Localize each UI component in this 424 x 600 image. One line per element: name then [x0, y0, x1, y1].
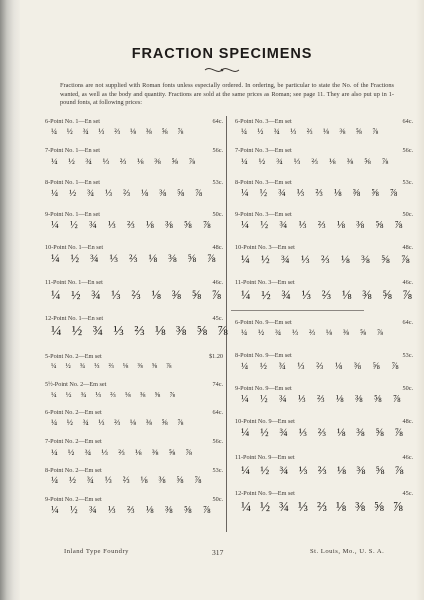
specimen-price: 53c.	[402, 179, 413, 186]
specimen-entry	[45, 118, 223, 147]
specimen-entry	[235, 490, 413, 522]
fraction-sample: ¼ ½ ¾ ⅓ ⅔ ⅛ ⅜ ⅝ ⅞	[241, 328, 388, 337]
specimen-entry	[235, 454, 413, 490]
page-fold-shadow	[416, 0, 424, 600]
specimen-price: 50c.	[402, 385, 413, 392]
specimen-label: 11-Point No. 1—En set	[45, 279, 103, 286]
specimen-entry	[45, 496, 223, 524]
specimen-entry	[45, 179, 223, 211]
fraction-sample: ¼ ½ ¾ ⅓ ⅔ ⅛ ⅜ ⅝ ⅞	[51, 127, 188, 136]
fraction-sample: ¼ ½ ¾ ⅓ ⅔ ⅛ ⅜ ⅝ ⅞	[51, 447, 196, 457]
specimen-price: 46c.	[402, 454, 413, 461]
specimen-entry	[45, 381, 223, 409]
specimen-entry	[235, 319, 413, 352]
specimen-entry	[45, 211, 223, 244]
specimen-entry	[235, 211, 413, 244]
specimen-entry	[45, 353, 223, 381]
specimen-price: 64c.	[402, 319, 413, 326]
specimen-label: 10-Point No. 3—Em set	[235, 244, 295, 251]
specimen-price: $1.20	[209, 353, 223, 360]
fraction-sample: ¼ ½ ¾ ⅓ ⅔ ⅛ ⅜ ⅝ ⅞	[241, 188, 402, 199]
specimen-label: 6-Point No. 9—Em set	[235, 319, 292, 326]
specimen-entry	[45, 315, 232, 353]
specimen-price: 64c.	[212, 118, 223, 125]
fraction-sample: ¼ ½ ¾ ⅓ ⅔ ⅛ ⅜ ⅝ ⅞	[241, 394, 405, 405]
specimen-entry	[235, 244, 413, 279]
book-binding	[0, 0, 20, 600]
fraction-sample: ¼ ½ ¾ ⅓ ⅔ ⅛ ⅜ ⅝ ⅞	[51, 505, 215, 516]
fraction-sample: ¼ ½ ¾ ⅓ ⅔ ⅛ ⅜ ⅝ ⅞	[241, 253, 414, 266]
specimen-label: 6-Point No. 1—En set	[45, 118, 100, 125]
specimen-label: 10-Point No. 1—En set	[45, 244, 104, 251]
fraction-sample: ¼ ½ ¾ ⅓ ⅔ ⅛ ⅜ ⅝ ⅞	[241, 288, 416, 302]
intro-paragraph: Fractions are not supplied with Roman fonts unless especially ordered. In ordering, be particular to state the No. of the Fractions wanted, as well as the body and quantity. Fractions are sold at the same prices as Roman; see page 11. They are also put up in 1-pound fonts, at following prices:	[60, 82, 394, 107]
specimen-price: 48c.	[402, 418, 413, 425]
footer-location: St. Louis, Mo., U. S. A.	[310, 548, 385, 555]
fraction-sample: ¼ ½ ¾ ⅓ ⅔ ⅛ ⅜ ⅝ ⅞	[51, 324, 232, 339]
fraction-sample: ¼ ½ ¾ ⅓ ⅔ ⅛ ⅜ ⅝ ⅞	[51, 476, 206, 486]
specimen-entry	[235, 118, 413, 147]
page-title: FRACTION SPECIMENS	[131, 46, 313, 62]
specimen-price: 64c.	[212, 409, 223, 416]
fraction-sample: ¼ ½ ¾ ⅓ ⅔ ⅛ ⅜ ⅝ ⅞	[241, 361, 404, 372]
fraction-sample: ¼ ½ ¾ ⅓ ⅔ ⅛ ⅜ ⅝ ⅞	[51, 362, 176, 370]
fraction-sample: ¼ ½ ¾ ⅓ ⅔ ⅛ ⅜ ⅝ ⅞	[51, 288, 225, 302]
specimen-entry	[235, 352, 413, 385]
specimen-entry	[235, 147, 413, 179]
specimen-label: 10-Point No. 9—Em set	[235, 418, 295, 425]
right-column	[235, 118, 416, 522]
specimen-price: 45c.	[402, 490, 413, 497]
specimen-label: 12-Point No. 9—Em set	[235, 490, 295, 497]
specimen-entry	[45, 467, 223, 496]
catalog-page	[20, 0, 424, 600]
fraction-sample: ¼ ½ ¾ ⅓ ⅔ ⅛ ⅜ ⅝ ⅞	[241, 499, 406, 514]
left-column	[45, 118, 232, 524]
fraction-sample: ¼ ½ ¾ ⅓ ⅔ ⅛ ⅜ ⅝ ⅞	[51, 390, 179, 399]
specimen-entry	[45, 438, 223, 467]
specimen-price: 74c.	[212, 381, 223, 388]
specimen-price: 46c.	[212, 279, 223, 286]
specimen-label: 9-Point No. 9—Em set	[235, 385, 292, 392]
specimen-label: 5-Point No. 2—Em set	[45, 353, 102, 360]
specimen-label: 11-Point No. 3—Em set	[235, 279, 295, 286]
page-number: 317	[212, 548, 224, 557]
specimen-price: 50c.	[212, 211, 223, 218]
footer-foundry: Inland Type Foundry	[64, 548, 129, 555]
specimen-label: 7-Point No. 2—Em set	[45, 438, 102, 445]
specimen-entry	[235, 418, 413, 454]
specimen-price: 50c.	[402, 211, 413, 218]
specimen-price: 53c.	[212, 179, 223, 186]
specimen-entry	[235, 179, 413, 211]
specimen-label: 8-Point No. 2—Em set	[45, 467, 102, 474]
specimen-label: 9-Point No. 2—Em set	[45, 496, 102, 503]
fraction-sample: ¼ ½ ¾ ⅓ ⅔ ⅛ ⅜ ⅝ ⅞	[51, 418, 188, 427]
specimen-label: 11-Point No. 9—Em set	[235, 454, 295, 461]
specimen-price: 48c.	[402, 244, 413, 251]
fraction-sample: ¼ ½ ¾ ⅓ ⅔ ⅛ ⅜ ⅝ ⅞	[51, 188, 207, 199]
fraction-sample: ¼ ½ ¾ ⅓ ⅔ ⅛ ⅜ ⅝ ⅞	[51, 253, 220, 265]
specimen-price: 56c.	[212, 438, 223, 445]
specimen-label: 9-Point No. 3—Em set	[235, 211, 292, 218]
specimen-label: 6-Point No. 3—Em set	[235, 118, 292, 125]
specimen-entry	[45, 409, 223, 438]
specimen-price: 45c.	[212, 315, 223, 322]
specimen-label: 7-Point No. 3—Em set	[235, 147, 292, 154]
specimen-entry	[235, 279, 416, 319]
specimen-label: 5½-Point No. 2—Em set	[45, 381, 107, 388]
specimen-price: 64c.	[402, 118, 413, 125]
ornament-icon	[203, 65, 241, 75]
specimen-label: 8-Point No. 3—Em set	[235, 179, 292, 186]
specimen-label: 8-Point No. 1—En set	[45, 179, 100, 186]
specimen-label: 12-Point No. 1—En set	[45, 315, 104, 322]
specimen-label: 8-Point No. 9—Em set	[235, 352, 292, 359]
fraction-sample: ¼ ½ ¾ ⅓ ⅔ ⅛ ⅜ ⅝ ⅞	[51, 220, 216, 231]
specimen-entry	[45, 147, 223, 179]
specimen-entry	[235, 385, 413, 418]
fraction-sample: ¼ ½ ¾ ⅓ ⅔ ⅛ ⅜ ⅝ ⅞	[241, 463, 408, 477]
specimen-price: 48c.	[212, 244, 223, 251]
specimen-price: 46c.	[402, 279, 413, 286]
fraction-sample: ¼ ½ ¾ ⅓ ⅔ ⅛ ⅜ ⅝ ⅞	[241, 427, 407, 439]
specimen-label: 7-Point No. 1—En set	[45, 147, 100, 154]
specimen-label: 6-Point No. 2—Em set	[45, 409, 102, 416]
specimen-price: 56c.	[402, 147, 413, 154]
specimen-entry	[45, 244, 223, 279]
fraction-sample: ¼ ½ ¾ ⅓ ⅔ ⅛ ⅜ ⅝ ⅞	[241, 127, 383, 136]
fraction-sample: ¼ ½ ¾ ⅓ ⅔ ⅛ ⅜ ⅝ ⅞	[51, 156, 200, 166]
specimen-price: 50c.	[212, 496, 223, 503]
fraction-sample: ¼ ½ ¾ ⅓ ⅔ ⅛ ⅜ ⅝ ⅞	[241, 156, 393, 166]
fraction-sample: ¼ ½ ¾ ⅓ ⅔ ⅛ ⅜ ⅝ ⅞	[241, 220, 407, 231]
specimen-price: 53c.	[212, 467, 223, 474]
specimen-price: 53c.	[402, 352, 413, 359]
specimen-entry	[45, 279, 223, 315]
specimen-price: 56c.	[212, 147, 223, 154]
specimen-label: 9-Point No. 1—En set	[45, 211, 100, 218]
